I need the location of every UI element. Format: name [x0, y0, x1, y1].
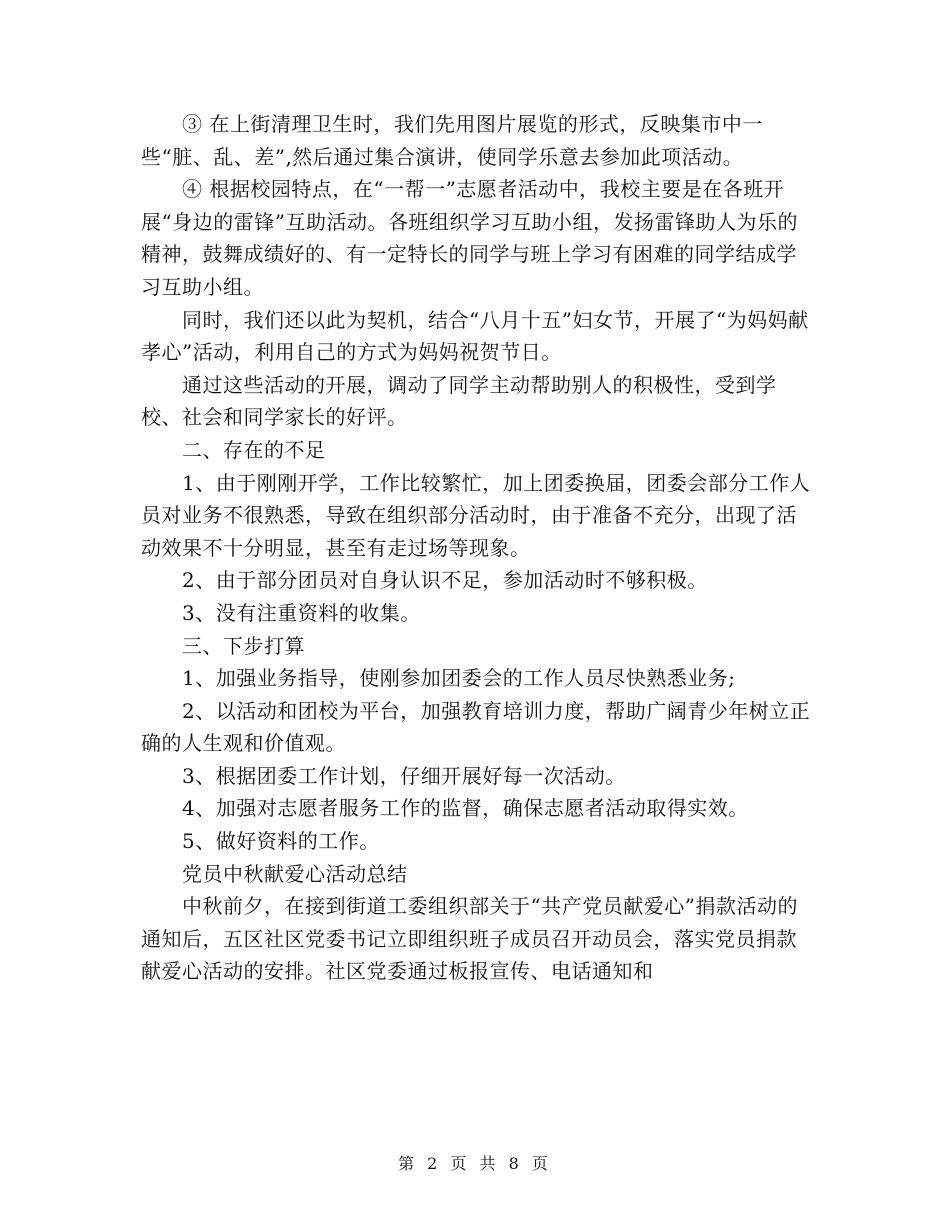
section-heading-next-steps: 三、下步打算	[141, 633, 305, 658]
paragraph-2: ④ 根据校园特点，在“一帮一”志愿者活动中，我校主要是在各班开展“身边的雷锋”互助活动。各班组织学习互助小组，发扬雷锋助人为乐的精神，鼓舞成绩好的、有一定特长的同学与班上学习有困难的同学结成学习互助小组。	[141, 177, 798, 299]
section-heading-shortcomings: 二、存在的不足	[141, 437, 326, 462]
paragraph-4: 通过这些活动的开展，调动了同学主动帮助别人的积极性，受到学校、社会和同学家长的好评。	[141, 372, 777, 430]
page-footer: 第 2 页 共 8 页	[398, 1154, 552, 1173]
paragraph-1: ③ 在上街清理卫生时，我们先用图片展览的形式，反映集市中一些“脏、乱、差”,然后通过集合演讲，使同学乐意去参加此项活动。	[141, 112, 763, 169]
paragraph-shortcoming-2: 2、由于部分团员对自身认识不足，参加活动时不够积极。	[141, 568, 708, 593]
paragraph-3: 同时，我们还以此为契机，结合“八月十五”妇女节，开展了“为妈妈献孝心”活动，利用自己的方式为妈妈祝贺节日。	[141, 307, 809, 365]
section-heading-mid-autumn: 党员中秋献爱心活动总结	[141, 861, 408, 886]
paragraph-shortcoming-1: 1、由于刚刚开学，工作比较繁忙，加上团委换届，团委会部分工作人员对业务不很熟悉，导致在组织部分活动时，由于准备不充分，出现了活动效果不十分明显，甚至有走过场等现象。	[141, 470, 811, 560]
paragraph-plan-1: 1、加强业务指导，使刚参加团委会的工作人员尽快熟悉业务;	[141, 666, 736, 691]
paragraph-plan-3: 3、根据团委工作计划，仔细开展好每一次活动。	[141, 763, 626, 788]
paragraph-mid-autumn: 中秋前夕，在接到街道工委组织部关于“共产党员献爱心”捐款活动的通知后，五区社区党委书记立即组织班子成员召开动员会，落实党员捐款献爱心活动的安排。社区党委通过板报宣传、电话通知和	[141, 894, 798, 984]
paragraph-shortcoming-3: 3、没有注重资料的收集。	[141, 600, 421, 625]
paragraph-plan-5: 5、做好资料的工作。	[141, 829, 380, 854]
document-body	[141, 108, 813, 988]
paragraph-plan-4: 4、加强对志愿者服务工作的监督，确保志愿者活动取得实效。	[141, 796, 749, 821]
paragraph-plan-2: 2、以活动和团校为平台，加强教育培训力度，帮助广阔青少年树立正确的人生观和价值观。	[141, 698, 811, 756]
